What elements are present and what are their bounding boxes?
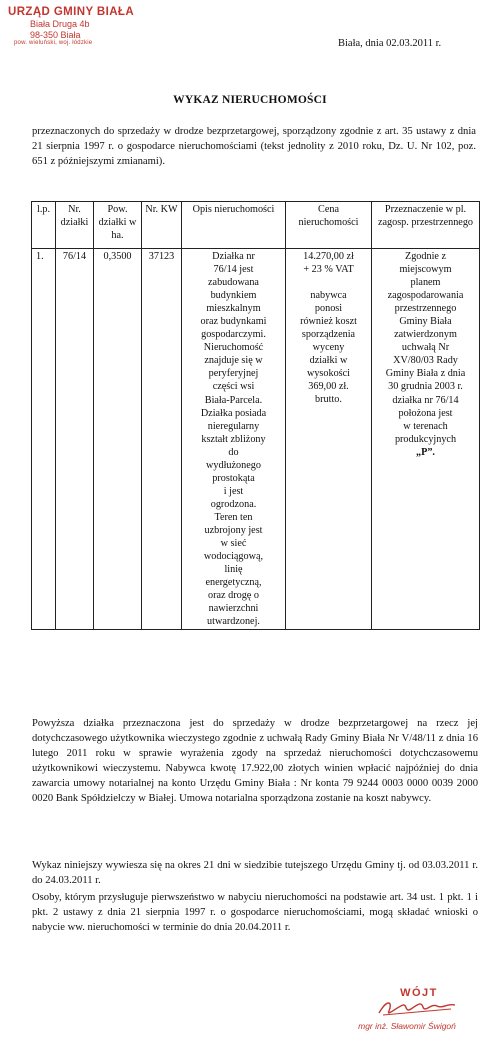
stamp-line-postal: 98-350 Biała [30,29,81,40]
cell-land-register: 37123 [142,249,182,630]
table-header-row [32,202,480,249]
price-amount: 14.270,00 zł + 23 % VAT [303,251,354,276]
cell-lp: 1. [32,249,56,630]
cell-description [182,249,286,630]
cell-parcel-number: 76/14 [56,249,94,630]
zoning-text: Zgodnie z miejscowym planem zagospodarowania przestrzennego Gminy Biała zatwierdzonym uchwałą Nr XV/80/03 Rady Gminy Biała z dnia 30 grudnia 2003 r. działka nr 76/14 położona jest w terenach produkcyjnych [385,251,466,445]
zoning-symbol: „P”. [416,446,435,458]
cell-price [286,249,372,630]
handwritten-signature-icon [377,997,457,1019]
table-row [32,249,480,630]
office-stamp [8,6,138,47]
property-table [31,201,480,630]
stamp-line-street: Biała Druga 4b [30,19,90,30]
cell-area: 0,3500 [94,249,142,630]
place-date: Biała, dnia 02.03.2011 r. [338,38,442,49]
header-price: Cena nieruchomości [286,202,372,249]
description-text: Działka nr 76/14 jest zabudowana budynkiem mieszkalnym oraz budynkami gospodarczymi. Nieruchomość znajduje się w peryferyjnej części wsi Biała-Parcela. Działka posiada nieregularny kształt zbliżony do wydłużonego prostokąta i jest ogrodzona. Teren ten uzbrojony jest w sieć wodociągową, linię energetyczną, oraz drogę o nawierzchni utwardzonej. [200,251,267,628]
stamp-line-region: pow. wieluński, woj. łódzkie [14,39,93,46]
stamp-line-office: URZĄD GMINY BIAŁA [8,6,135,18]
price-valuation-cost: nabywca ponosi również koszt sporządzenia wyceny działki w wysokości 369,00 zł. brutto. [300,290,357,406]
header-land-register: Nr. KW [142,202,182,249]
header-lp: l.p. [32,202,56,249]
document-title: WYKAZ NIERUCHOMOŚCI [173,94,327,106]
header-description: Opis nieruchomości [182,202,286,249]
priority-paragraph: Osoby, którym przysługuje pierwszeństwo w nabyciu nieruchomości na podstawie art. 34 ust. 1 pkt. 1 i pkt. 2 ustawy z dnia 21 sierpnia 1997 r. o gospodarce nieruchomościami, mogą składać wnioski o nabycie ww. nieruchomości w terminie do dnia 20.04.2011 r. [32,892,478,934]
posting-period-paragraph: Wykaz niniejszy wywiesza się na okres 21 dni w siedzibie tutejszego Urzędu Gminy tj. od 03.03.2011 r. do 24.03.2011 r. [32,860,478,887]
signature-stamp [325,987,475,1031]
sale-terms-paragraph: Powyższa działka przeznaczona jest do sprzedaży w drodze bezprzetargowej na rzecz jej dotychczasowego użytkownika wieczystego zgodnie z uchwałą Rady Gminy Biała Nr V/48/11 z dnia 16 lutego 2011 roku w sprawie wyrażenia zgody na sprzedaż nieruchomości dotychczasowemu użytkownikowi wieczystemu. Nabywca kwotę 17.922,00 złotych winien wpłacić najpóźniej do dnia zawarcia umowy notarialnej na konto Urzędu Gminy Biała : Nr konta 79 9244 0003 0000 0039 2000 0020 Bank Spółdzielczy w Białej. Umowa notarialna sporządzona zostanie na koszt nabywcy. [32,718,478,805]
header-area: Pow. działki w ha. [94,202,142,249]
signature-name: mgr inż. Sławomir Świgoń [358,1021,456,1031]
signature-title: WÓJT [400,987,438,999]
header-parcel-number: Nr. działki [56,202,94,249]
header-zoning: Przeznaczenie w pl. zagosp. przestrzennego [372,202,480,249]
cell-zoning [372,249,480,630]
intro-paragraph: przeznaczonych do sprzedaży w drodze bezprzetargowej, sporządzony zgodnie z art. 35 ustawy z dnia 21 sierpnia 1997 r. o gospodarce nieruchomościami (tekst jednolity z 2010 roku, Dz. U. Nr 102, poz. 651 z późniejszymi zmianami). [32,126,476,167]
